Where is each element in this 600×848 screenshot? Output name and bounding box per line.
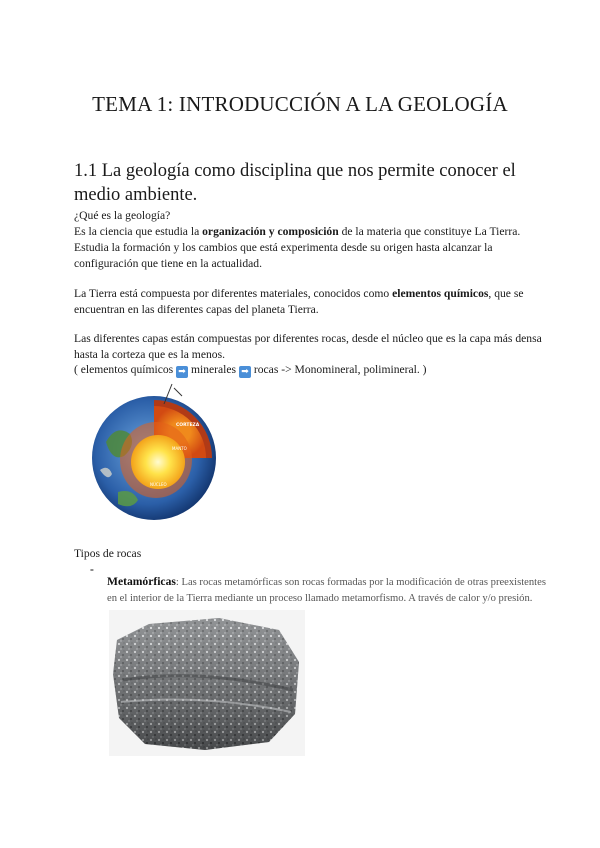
arrow-right-icon: ➡ <box>176 366 188 378</box>
earth-layers-illustration <box>88 382 224 522</box>
paragraph-definition: Es la ciencia que estudia la organización y composición de la materia que constituye La Tierra. Estudia la formación y los cambios que está experimenta desde su origen hasta alcanzar la configuración que tiene en la actualidad. <box>74 225 521 270</box>
rock-types-heading: Tipos de rocas <box>74 547 142 560</box>
metamorphic-rock-photo <box>109 610 305 756</box>
element-chain: ( elementos químicos ➡ minerales ➡ rocas -> Monomineral, polimineral. ) <box>74 363 427 377</box>
earth-core <box>131 435 185 489</box>
page-title: TEMA 1: INTRODUCCIÓN A LA GEOLOGÍA <box>92 92 508 116</box>
arrow-right-icon: ➡ <box>239 366 251 378</box>
paragraph-layers: Las diferentes capas están compuestas por diferentes rocas, desde el núcleo que es la capa más densa hasta la corteza que es la menos. <box>74 332 542 361</box>
core-label: NÚCLEO <box>150 482 167 487</box>
bullet-dash: - <box>90 563 94 576</box>
section-heading: 1.1 La geología como disciplina que nos permite conocer el medio ambiente. <box>74 161 516 205</box>
paragraph-materials: La Tierra está compuesta por diferentes materiales, conocidos como elementos químicos, que se encuentran en las diferentes capas del planeta Tierra. <box>74 287 524 316</box>
question-heading: ¿Qué es la geología? <box>74 209 171 222</box>
mantle-label: MANTO <box>172 446 187 451</box>
metamorphic-description: Metamórficas: Las rocas metamórficas son rocas formadas por la modificación de otras preexistentes en el interior de la Tierra mediante un proceso llamado metamorfismo. A través de calor y/o presión. <box>107 574 546 604</box>
crust-label: CORTEZA <box>176 423 200 428</box>
